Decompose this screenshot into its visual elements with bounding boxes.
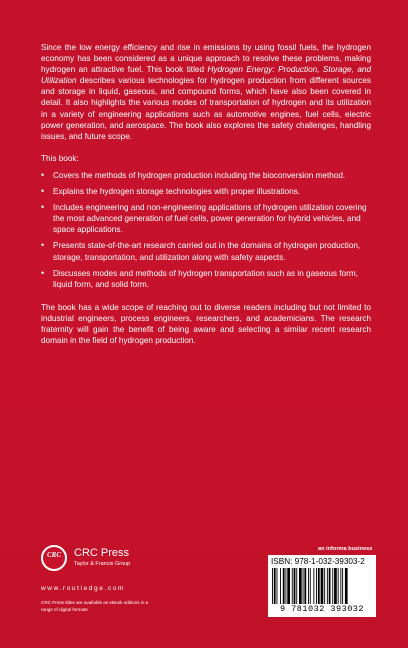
bullet-icon: • [41, 202, 45, 213]
barcode-stripe [310, 568, 311, 604]
barcode-stripe [342, 568, 343, 604]
barcode-stripe [308, 568, 309, 604]
feature-text: Explains the hydrogen storage technologies with proper illustrations. [53, 187, 301, 197]
ebook-note: CRC Press titles are available as eBook editions in a range of digital formats [41, 600, 149, 612]
barcode-stripe [316, 568, 317, 604]
barcode-stripe [292, 568, 293, 604]
barcode-stripe [296, 568, 297, 604]
publisher-logo [41, 543, 161, 573]
barcode-stripe [299, 568, 302, 604]
feature-item [41, 186, 371, 197]
intro-text-end: describes various technologies for hydrogen production from different sources and storage in liquid, gaseous, and compound forms, which have also been covered in detail. It also highlights the various modes of transportation of hydrogen and its utilization in a variety of engineering applications such as automotive engines, fuel cells, electric power generation, and aerospace. The book also explores the safety challenges, handling issues, and future scope. [41, 76, 371, 141]
barcode-stripe [272, 568, 273, 604]
bullet-icon: • [41, 240, 45, 251]
barcode-stripe [324, 568, 325, 604]
barcode-stripe [321, 568, 324, 604]
feature-list [41, 170, 371, 290]
barcode-stripe [303, 568, 304, 604]
closing-paragraph: The book has a wide scope of reaching out to diverse readers including but not limited to industrial engineers, process engineers, researchers, and academicians. The research fraternity will gain the benefit of being aware and selecting a similar recent research domain in the field of hydrogen production. [41, 302, 371, 346]
intro-paragraph [41, 42, 371, 142]
feature-item [41, 170, 371, 181]
feature-text: Presents state-of-the-art research carried out in the domains of hydrogen production, storage, transportation, and utilization along with safety aspects. [53, 241, 361, 262]
barcode-stripe [277, 568, 278, 604]
barcode-stripe [274, 568, 276, 604]
intro-text-start: Since the low energy efficiency and rise in emissions by using fossil fuels, the hydrogen economy has been considered as a unique approach to resolve these problems, making hydrogen an attractive fuel. This book titled [41, 43, 371, 75]
barcode-icon [272, 568, 372, 604]
publisher-website: www.routledge.com [41, 585, 125, 592]
bullet-icon: • [41, 267, 45, 278]
feature-item [41, 240, 371, 262]
barcode-stripe [327, 568, 328, 604]
barcode-stripe [286, 568, 287, 604]
isbn-label: ISBN: 978-1-032-39303-2 [271, 557, 365, 566]
crc-logo-text: CRC [46, 551, 61, 559]
bullets-lead: This book: [41, 153, 79, 163]
feature-text: Covers the methods of hydrogen production including the bioconversion method. [53, 170, 346, 180]
feature-item [41, 268, 371, 290]
barcode-stripe [340, 568, 341, 604]
barcode-stripe [304, 568, 306, 604]
barcode-stripe [287, 568, 290, 604]
informa-tagline: an informa business [318, 546, 373, 552]
cover-copy [41, 42, 371, 346]
publisher-name: CRC Press [74, 547, 130, 559]
barcode-stripe [318, 568, 320, 604]
barcode-panel [268, 555, 376, 617]
barcode-stripe [294, 568, 296, 604]
barcode-stripe [332, 568, 333, 604]
feature-text: Includes engineering and non-engineering applications of hydrogen utilization covering the most advanced generation of fuel cells, power generation for hybrid vehicles, and space applications. [53, 203, 367, 235]
barcode-stripe [334, 568, 337, 604]
barcode-stripe [280, 568, 281, 604]
barcode-stripe [283, 568, 285, 604]
book-title-italic: Hydrogen Energy: Production, Storage, and Utilization [41, 65, 371, 86]
feature-item [41, 202, 371, 235]
barcode-stripe [338, 568, 339, 604]
feature-text: Discusses modes and methods of hydrogen transportation such as in gaseous form, liquid form, and solid form. [53, 268, 358, 289]
barcode-stripe [313, 568, 314, 604]
barcode-stripe [329, 568, 331, 604]
barcode-stripe [345, 568, 348, 604]
barcode-digits: 9 781032 393032 [279, 604, 364, 614]
bullet-icon: • [41, 169, 45, 180]
bullet-icon: • [41, 186, 45, 197]
publisher-group: Taylor & Francis Group [74, 561, 131, 567]
